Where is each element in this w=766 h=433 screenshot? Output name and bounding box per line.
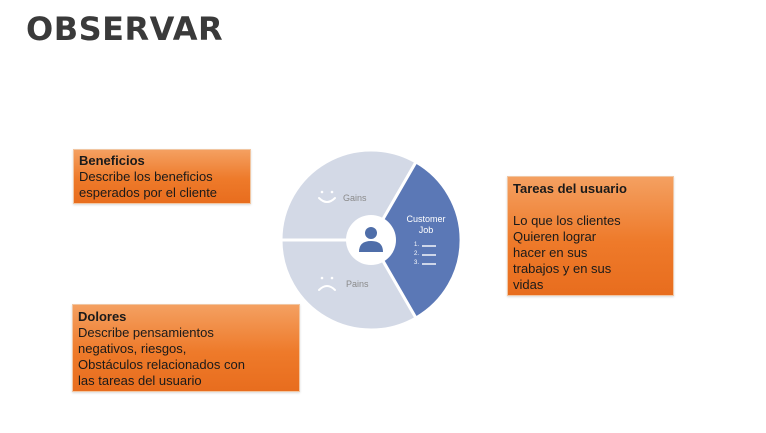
beneficios-line: Describe los beneficios — [79, 169, 213, 184]
center-circle — [346, 215, 396, 265]
dolores-line: las tareas del usuario — [78, 373, 202, 388]
dolores-line: negativos, riesgos, — [78, 341, 187, 356]
dolores-line: Obstáculos relacionados con — [78, 357, 245, 372]
dolores-heading: Dolores — [78, 309, 127, 324]
customer-job-label — [398, 214, 454, 236]
gains-label: Gains — [343, 193, 367, 203]
tareas-box — [507, 176, 674, 296]
list-number: 2. — [414, 251, 420, 257]
tareas-spacer — [513, 197, 668, 213]
customer-job-line-1: Customer — [406, 214, 446, 224]
slide-title: OBSERVAR — [26, 10, 224, 48]
dolores-line: Describe pensamientos — [78, 325, 214, 340]
beneficios-heading: Beneficios — [79, 153, 145, 168]
tareas-line: trabajos y en sus — [513, 261, 612, 276]
tareas-line: Quieren lograr — [513, 229, 597, 244]
customer-profile-diagram — [276, 145, 466, 335]
tareas-heading: Tareas del usuario — [513, 181, 627, 196]
dolores-box — [72, 304, 300, 392]
tareas-line: hacer en sus — [513, 245, 588, 260]
list-number: 3. — [414, 260, 420, 266]
tareas-line: vidas — [513, 277, 544, 292]
pains-label: Pains — [346, 279, 369, 289]
beneficios-box — [73, 149, 251, 204]
diagram-graphic — [276, 145, 466, 335]
list-number: 1. — [414, 242, 420, 248]
beneficios-line: esperados por el cliente — [79, 185, 218, 200]
tareas-line: Lo que los clientes — [513, 213, 621, 228]
customer-job-line-2: Job — [418, 225, 434, 235]
